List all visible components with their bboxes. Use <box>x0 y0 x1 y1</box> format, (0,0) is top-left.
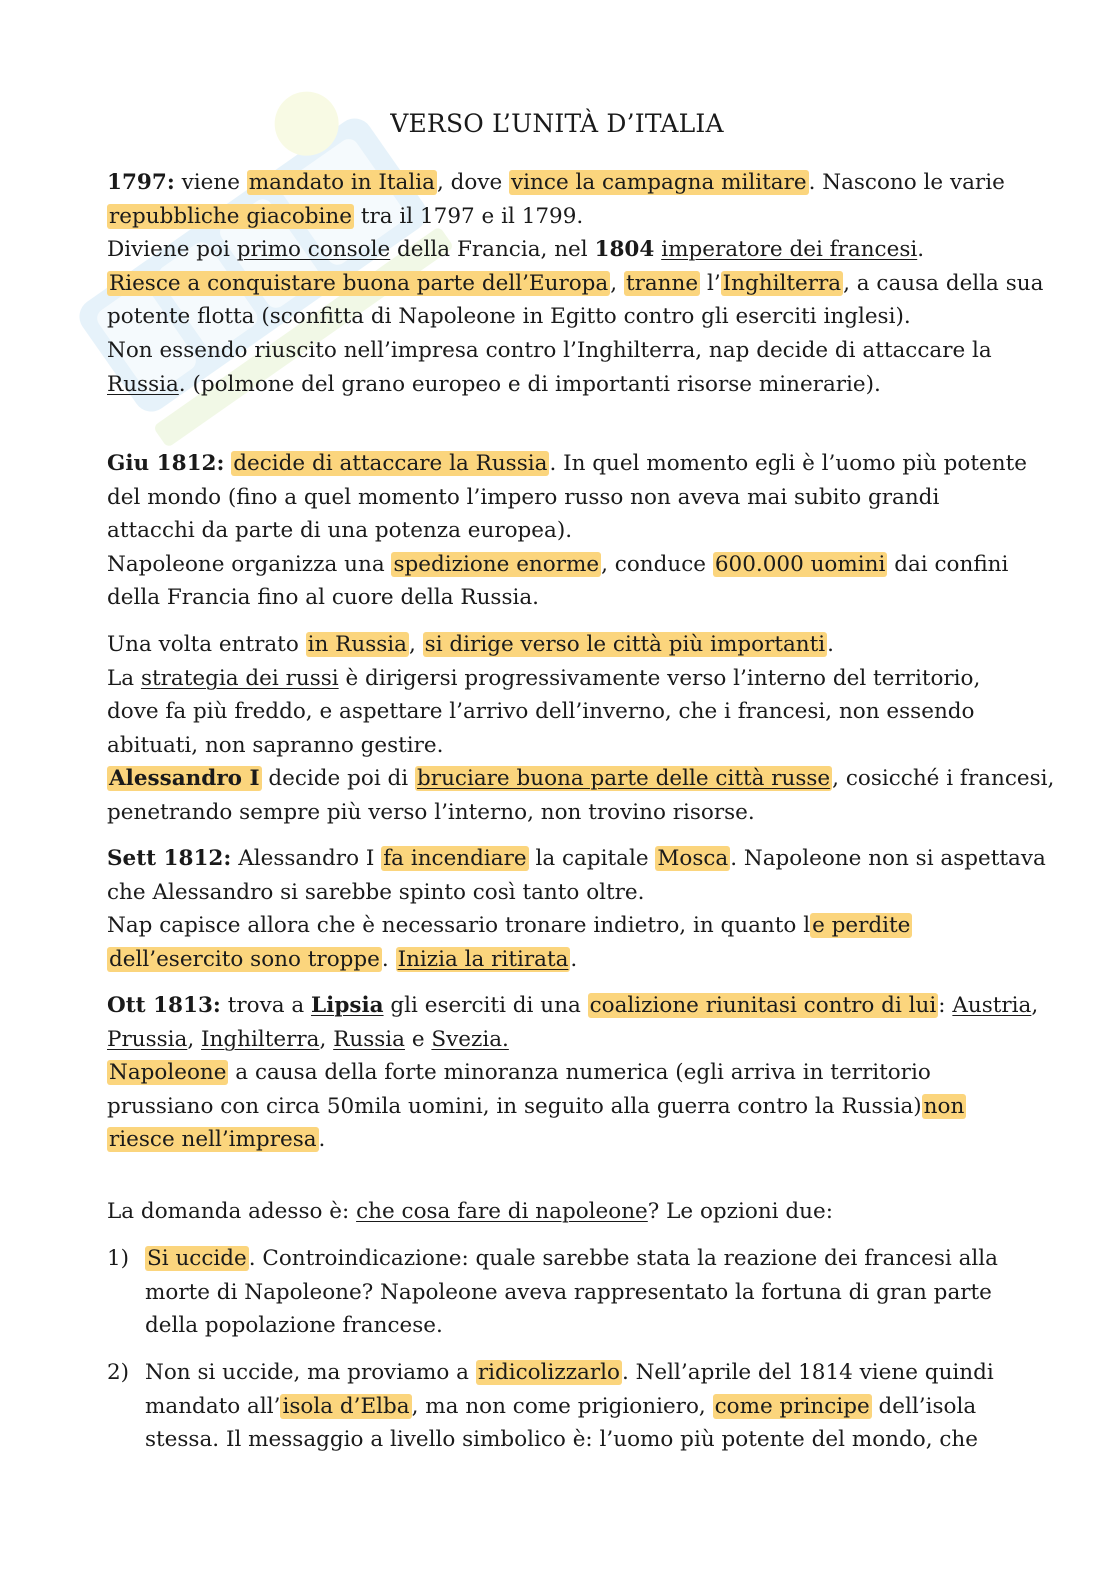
highlight: e perdite <box>812 913 911 939</box>
highlight: coalizione riunitasi contro di lui <box>589 993 937 1018</box>
highlight: Alessandro I <box>109 766 260 792</box>
underline: Austria <box>952 993 1032 1018</box>
text: , cosicché i francesi, <box>832 766 1055 792</box>
text-line: attacchi da parte di una potenza europea). <box>107 518 573 544</box>
text: ? Le opzioni due: <box>647 1199 833 1224</box>
text-line <box>107 1090 1007 1124</box>
text: . <box>917 237 925 263</box>
highlight: Inizia la ritirata <box>397 946 569 972</box>
highlight: bruciare buona parte delle città russe <box>417 766 831 792</box>
text-line: che Alessandro si sarebbe spinto così tanto oltre. <box>107 879 645 905</box>
text: . Nell’aprile del 1814 viene quindi <box>621 1360 994 1385</box>
text: , <box>187 1026 195 1052</box>
text: , <box>610 270 618 296</box>
text: dai confini <box>894 551 1009 577</box>
text-line <box>107 447 1027 481</box>
text-line <box>107 628 1007 662</box>
underline: Svezia. <box>431 1026 509 1052</box>
date-label: Sett 1812: <box>107 846 232 871</box>
list-body <box>145 1242 1005 1343</box>
text: . In quel momento egli è l’uomo più potente <box>549 451 1027 476</box>
highlight: ridicolizzarlo <box>477 1360 620 1385</box>
text: prussiano con circa 50mila uomini, in seguito alla guerra contro la Russia) <box>107 1093 922 1119</box>
text-line: morte di Napoleone? Napoleone aveva rappresentato la fortuna di gran parte <box>145 1279 992 1305</box>
text: l’ <box>706 270 721 296</box>
text-line <box>107 1123 1007 1157</box>
text: , <box>319 1026 327 1052</box>
text-line: della popolazione francese. <box>145 1313 443 1339</box>
text: tra il 1797 e il 1799. <box>360 203 584 229</box>
text-line: potente flotta (sconfitta di Napoleone in Egitto contro gli eserciti inglesi). <box>107 304 911 330</box>
text-line: Non essendo riuscito nell’impresa contro l’Inghilterra, nap decide di attaccare la <box>107 337 992 363</box>
underline: Inghilterra <box>201 1026 320 1052</box>
text-line <box>145 1390 1005 1424</box>
paragraph-question <box>107 1195 1007 1229</box>
underline: imperatore dei francesi <box>661 237 918 263</box>
text: Non si uccide, ma proviamo a <box>145 1360 469 1385</box>
text: e <box>411 1026 425 1052</box>
underline: strategia dei russi <box>140 665 339 691</box>
text-line <box>107 842 1046 876</box>
highlight: non <box>923 1093 965 1119</box>
text-line <box>107 267 1044 301</box>
list-body <box>145 1356 1005 1457</box>
underline: Russia <box>107 371 179 397</box>
highlight: isola d’Elba <box>282 1393 410 1419</box>
text: . <box>381 946 389 972</box>
bold-text: 1804 <box>594 237 655 263</box>
highlight: Mosca <box>657 846 729 871</box>
highlight: tranne <box>625 270 699 296</box>
text: , a causa della sua <box>843 270 1044 296</box>
text: Diviene poi <box>107 237 230 263</box>
text: è dirigersi progressivamente verso l’interno del territorio, <box>345 665 981 691</box>
date-label: Giu 1812: <box>107 451 225 476</box>
text-line: stessa. Il messaggio a livello simbolico è: l’uomo più potente del mondo, che <box>145 1427 978 1453</box>
text: decide poi di <box>268 766 409 792</box>
text: viene <box>181 170 240 195</box>
text: Una volta entrato <box>107 632 299 657</box>
highlight: si dirige verso le città più importanti <box>424 632 826 657</box>
list-number: 2) <box>107 1360 130 1385</box>
text: . <box>570 946 578 972</box>
text-line <box>107 368 1007 402</box>
text-line <box>107 762 1055 796</box>
text: dell’isola <box>878 1393 977 1419</box>
text: . Napoleone non si aspettava <box>730 846 1046 871</box>
paragraph-sett-1812 <box>107 842 1046 976</box>
text-line: del mondo (fino a quel momento l’impero russo non aveva mai subito grandi <box>107 484 940 510</box>
text-line <box>107 233 1007 267</box>
text: , ma non come prigioniero, <box>411 1393 706 1419</box>
highlight: come principe <box>714 1393 870 1419</box>
underline: Prussia <box>107 1026 188 1052</box>
text: della Francia, nel <box>397 237 588 263</box>
text-line: dove fa più freddo, e aspettare l’arrivo dell’inverno, che i francesi, non essendo <box>107 699 975 725</box>
text-line <box>107 1195 1007 1229</box>
text-line <box>145 1356 1005 1390</box>
text: Napoleone organizza una <box>107 551 385 577</box>
highlight: mandato in Italia <box>248 170 435 195</box>
paragraph-1797 <box>107 166 1044 401</box>
text-line: abituati, non sapranno gestire. <box>107 732 444 758</box>
highlight: fa incendiare <box>383 846 527 871</box>
date-label: 1797: <box>107 170 175 195</box>
text: , dove <box>436 170 503 195</box>
text: trova a <box>227 993 305 1018</box>
text-line <box>107 662 1007 696</box>
text: . <box>318 1127 326 1153</box>
bold-text: Lipsia <box>311 993 384 1018</box>
underline: primo console <box>236 237 391 263</box>
highlight: spedizione enorme <box>393 551 600 577</box>
text-line <box>107 1056 1007 1090</box>
text-line <box>107 548 1007 582</box>
text: , conduce <box>601 551 706 577</box>
highlight: Napoleone <box>109 1060 227 1086</box>
highlight: Riesce a conquistare buona parte dell’Europa <box>109 270 609 296</box>
text: a causa della forte minoranza numerica (egli arriva in territorio <box>235 1060 931 1086</box>
text: , <box>408 632 416 657</box>
text: . Nascono le varie <box>808 170 1005 195</box>
text: gli eserciti di una <box>390 993 581 1018</box>
text-line <box>107 200 1007 234</box>
text: . <box>827 632 835 657</box>
text-line <box>107 943 1007 977</box>
text: . (polmone del grano europeo e di importanti risorse minerarie). <box>178 371 881 397</box>
text: mandato all’ <box>145 1393 281 1419</box>
underline: Russia <box>333 1026 405 1052</box>
page-title: VERSO L’UNITÀ D’ITALIA <box>390 109 724 138</box>
highlight: vince la campagna militare <box>511 170 807 195</box>
text: la capitale <box>535 846 649 871</box>
text-line: della Francia fino al cuore della Russia. <box>107 585 540 611</box>
text-line: penetrando sempre più verso l’interno, non trovino risorse. <box>107 799 755 825</box>
highlight: dell’esercito sono troppe <box>109 946 380 972</box>
text-line <box>107 989 1039 1023</box>
paragraph-giu-1812 <box>107 447 1027 615</box>
highlight: repubbliche giacobine <box>109 203 352 229</box>
paragraph-russia <box>107 628 1055 830</box>
text-line <box>107 1023 1007 1057</box>
highlight: Si uccide <box>147 1246 247 1271</box>
highlight: in Russia <box>307 632 407 657</box>
text: . Controindicazione: quale sarebbe stata la reazione dei francesi alla <box>248 1246 999 1271</box>
highlight: Inghilterra <box>722 270 842 296</box>
list-number: 1) <box>107 1246 130 1271</box>
text-line <box>145 1242 1005 1276</box>
paragraph-ott-1813 <box>107 989 1039 1157</box>
text-line <box>107 909 1007 943</box>
highlight: 600.000 uomini <box>714 551 886 577</box>
text-line <box>107 166 1007 200</box>
highlight: decide di attaccare la Russia <box>233 451 548 476</box>
text: La domanda adesso è: <box>107 1199 350 1224</box>
text: Alessandro I <box>238 846 375 871</box>
date-label: Ott 1813: <box>107 993 221 1018</box>
text: , <box>1031 993 1039 1018</box>
text: La <box>107 665 135 691</box>
text: : <box>938 993 946 1018</box>
text: Nap capisce allora che è necessario tronare indietro, in quanto l <box>107 913 811 939</box>
underline: che cosa fare di napoleone <box>356 1199 648 1224</box>
highlight: riesce nell’impresa <box>109 1127 317 1153</box>
